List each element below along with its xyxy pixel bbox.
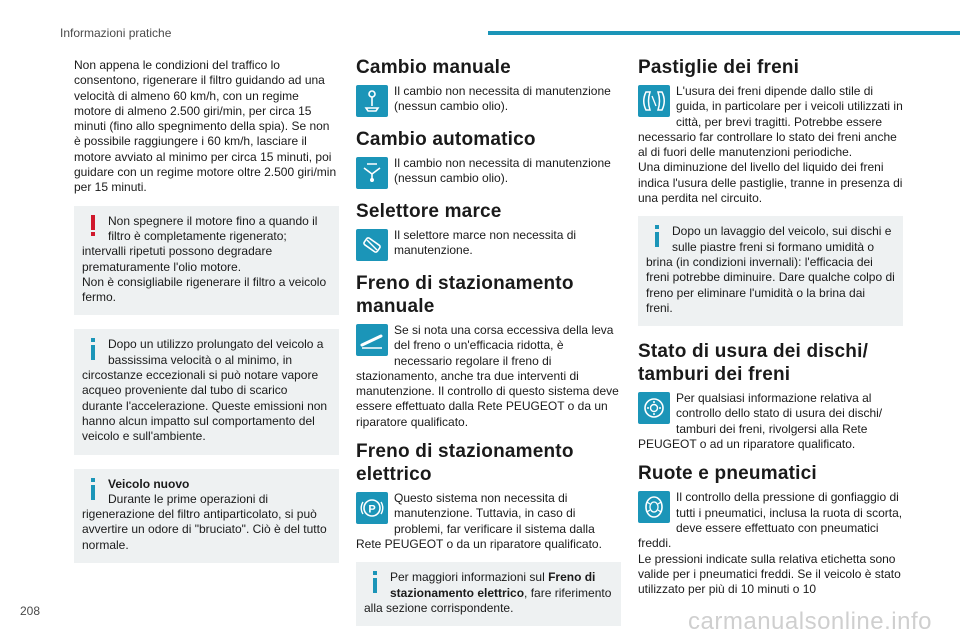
info-vapour-text: Dopo un utilizzo prolungato del veicolo a bassissima velocità o al minimo, in circostanze eccezionali si può notare vapore acqueo proveniente dal tubo di scarico durante l'accelerazione. Queste emissioni non hanno alcun impatto sul comportamento del veicolo e sull'ambiente.	[82, 337, 328, 444]
info-suffix: , fare riferimento alla sezione corrispondente.	[364, 585, 612, 615]
info-prefix: Per maggiori informazioni sul	[390, 570, 549, 585]
warning-exclamation-icon	[84, 215, 102, 239]
automatic-gearbox-text: Il cambio non necessita di manutenzione (nessun cambio olio).	[394, 156, 611, 186]
info-bold-link: Freno di stazionamento elettrico	[390, 570, 596, 600]
info-icon	[366, 571, 384, 595]
gear-selector-icon	[356, 229, 388, 261]
new-vehicle-text: Durante le prime operazioni di rigenerazione del filtro antiparticolato, si può avvertire un odore di "bruciato". Ciò è del tutto normale.	[82, 491, 327, 552]
heading-gear-selector: Selettore marce	[356, 201, 502, 222]
column-2	[356, 56, 621, 626]
brake-pads-icon	[638, 85, 670, 117]
electric-parking-brake-text: Questo sistema non necessita di manutenzione. Tuttavia, in caso di problemi, far verificare il sistema dalla Rete PEUGEOT o da un riparatore qualificato.	[356, 491, 602, 551]
heading-automatic-gearbox: Cambio automatico	[356, 129, 536, 150]
automatic-gearbox-icon	[356, 157, 388, 189]
info-electric-brake-text	[364, 570, 613, 616]
info-note-new-vehicle	[74, 469, 339, 563]
svg-text:P: P	[368, 503, 376, 516]
parking-brake-lever-icon	[356, 324, 388, 356]
heading-brake-pads: Pastiglie dei freni	[638, 57, 800, 78]
heading-disc-drum-wear: Stato di usura dei dischi/ tamburi dei freni	[638, 341, 869, 386]
section-title: Informazioni pratiche	[60, 26, 172, 40]
heading-manual-gearbox: Cambio manuale	[356, 57, 511, 78]
info-icon	[648, 225, 666, 249]
tyre-icon	[638, 491, 670, 523]
manual-gearbox-text: Il cambio non necessita di manutenzione (nessun cambio olio).	[394, 84, 611, 114]
info-note-electric-brake	[356, 562, 621, 626]
disc-drum-wear-text: Per qualsiasi informazione relativa al controllo dello stato di usura dei dischi/ tamburi dei freni, rivolgersi alla Rete PEUGEOT o ad un riparatore qualificato.	[638, 391, 883, 452]
info-icon	[84, 478, 102, 502]
heading-wheels-tyres: Ruote e pneumatici	[638, 463, 817, 485]
heading-manual-parking-brake: Freno di stazionamento manuale	[356, 273, 574, 317]
manual-gearbox-icon	[356, 85, 388, 117]
warning-note	[74, 206, 339, 316]
new-vehicle-title: Veicolo nuovo	[108, 476, 190, 491]
warning-text: Non spegnere il motore fino a quando il filtro è completamente rigenerato; intervalli ripetuti possono degradare prematuramente l'olio motore. Non è consigliabile rigenerare il filtro a veicolo fermo.	[82, 213, 327, 305]
manual-parking-brake-text: Se si nota una corsa eccessiva della leva del freno o un'efficacia ridotta, è necessario regolare il freno di stazionamento, anche tra due interventi di manutenzione. Il controllo di questo sistema deve essere effettuato dalla Rete PEUGEOT o da un riparatore qualificato.	[356, 323, 619, 429]
heading-electric-parking-brake: Freno di stazionamento elettrico	[356, 441, 574, 486]
watermark: carmanualsonline.info	[688, 608, 932, 635]
column-3	[638, 56, 903, 597]
electric-parking-brake-icon	[356, 492, 388, 524]
column-1	[74, 58, 339, 563]
gear-selector-text: Il selettore marce non necessita di manutenzione.	[394, 228, 577, 258]
info-brake-moisture-text: Dopo un lavaggio del veicolo, sui dischi e sulle piastre freni si formano umidità o brina (in condizioni invernali): l'efficacia dei freni potrebbe diminuire. Dare qualche colpo di freno per eliminare l'umidità o la brina dai freni.	[646, 224, 895, 315]
info-icon	[84, 338, 102, 362]
regeneration-intro: Non appena le condizioni del traffico lo consentono, rigenerare il filtro guidando ad una velocità di almeno 60 km/h, con un regime motore di almeno 2.500 giri/min, per circa 15 minuti (fino allo spegnimento della spia). Se non è possibile raggiungere i 60 km/h, lasciare il motore avviato al minimo per circa 15 minuti, poi guidare con un regime motore oltre 2.500 giri/min per 15 minuti.	[74, 58, 337, 195]
brake-disc-icon	[638, 392, 670, 424]
wheels-tyres-text: Il controllo della pressione di gonfiaggio di tutti i pneumatici, inclusa la ruota di scorta, deve essere effettuato con pneumatici freddi. Le pressioni indicate sulla relativa etichetta sono valide per i pneumatici freddi. Se il veicolo è stato utilizzato per più di 10 minuti o 10	[638, 490, 903, 597]
info-note-brake-moisture	[638, 216, 903, 326]
info-note-vapour	[74, 329, 339, 454]
page-number: 208	[20, 604, 41, 618]
info-new-vehicle-body	[82, 477, 331, 553]
brake-pads-text: L'usura dei freni dipende dallo stile di guida, in particolare per i veicoli utilizzati in città, per brevi tragitti. Potrebbe essere necessario far controllare lo stato dei freni anche al di fuori delle manutenzioni periodiche. Una diminuzione del livello del liquido dei freni indica l'usura delle pastiglie, tranne in presenza di una perdita nel circuito.	[638, 84, 903, 206]
header-accent-bar	[488, 31, 960, 35]
